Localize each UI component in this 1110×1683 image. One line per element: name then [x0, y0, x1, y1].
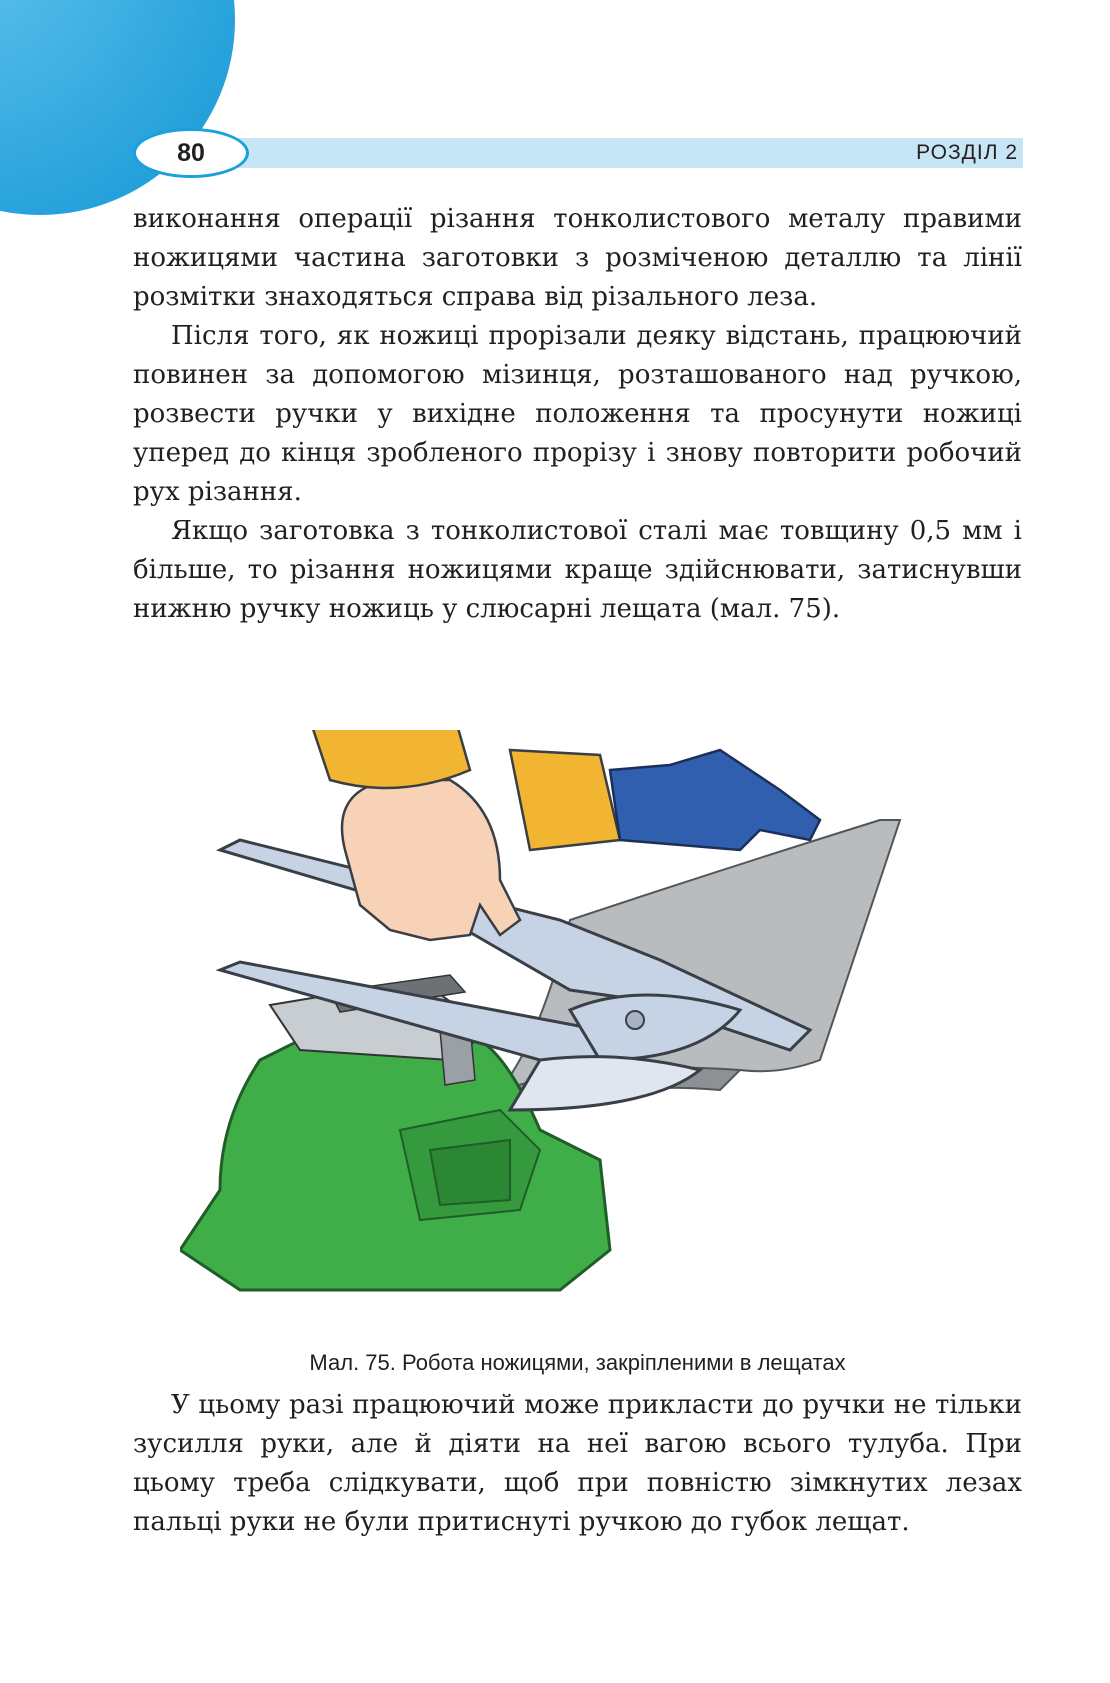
left-hand — [342, 780, 520, 940]
paragraph: У цьому разі працюючий може прикласти до ручки не тільки зусилля руки, але й діяти на неї вагою всього тулуба. При цьому треба слідкувати, щоб при повністю зімкнутих лезах пальці руки не були притиснуті ручкою до губок лещат. — [133, 1390, 1022, 1537]
figure-illustration — [180, 730, 980, 1340]
body-text-top — [133, 200, 1022, 629]
paragraph: Після того, як ножиці прорізали деяку відстань, працюючий повинен за допомогою мізинця, розташованого над ручкою, розвести ручки у вихідне положення та просунути ножиці уперед до кінця зробленого прорізу і знову повторити робочий рух різання. — [133, 321, 1022, 507]
header-band — [175, 138, 1023, 168]
left-sleeve — [310, 730, 470, 788]
right-glove — [610, 750, 820, 850]
figure-caption: Мал. 75. Робота ножицями, закріпленими в лещатах — [309, 1350, 846, 1375]
paragraph: виконання операції різання тонколистового металу правими ножицями частина заготовки з розміченою деталлю та лінії розмітки знаходяться справа від різального леза. — [133, 204, 1022, 312]
paragraph: Якщо заготовка з тонколистової сталі має товщину 0,5 мм і більше, то різання ножицями краще здійснювати, затиснувши нижню ручку ножиць у слюсарні лещата (мал. 75). — [133, 516, 1022, 624]
page-number: 80 — [133, 128, 249, 178]
body-text-bottom — [133, 1386, 1022, 1542]
shears-pivot — [626, 1011, 644, 1029]
right-sleeve — [510, 750, 620, 850]
chapter-label: РОЗДІЛ 2 — [916, 141, 1018, 164]
